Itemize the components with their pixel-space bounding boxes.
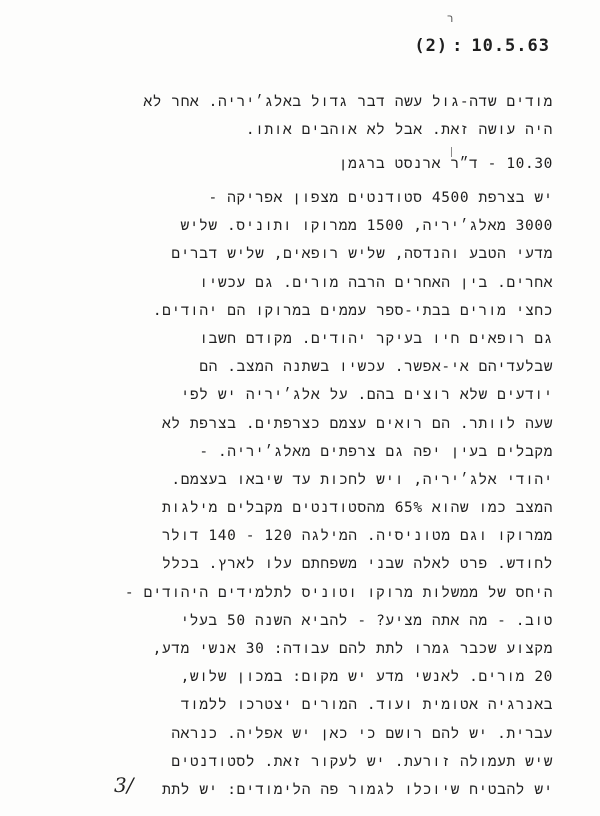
text-line: שעה לוותר. הם רואים עצמם כצרפתים. בצרפת לא xyxy=(162,415,553,432)
text-line: שיש תעמולה זורעת. יש לעקור זאת. לסטודנטים xyxy=(171,753,553,770)
text-line: עברית. יש להם רושם כי כאן יש אפליה. כנראה xyxy=(171,725,553,742)
text-line: באנרגיה אטומית ועוד. המורים יצטרכו ללמוד xyxy=(180,697,553,714)
header-separator: : xyxy=(452,36,464,56)
text-line: היחס של ממשלות מרוקו וטוניס לתלמידים היהודים - xyxy=(124,584,553,601)
section-heading: 10.30 - ד״ר ארנסט ברגמן xyxy=(338,156,553,172)
text-line: טוב. - מה אתה מציע? - להביא השנה 50 בעלי xyxy=(180,612,553,629)
paragraph-1 xyxy=(55,88,553,144)
text-line: כחצי מורים בבתי-ספר עממים במרוקו הם יהודים. xyxy=(152,302,553,319)
text-line: מקבלים בעין יפה גם צרפתים מאלג׳יריה. - xyxy=(199,443,553,460)
handwritten-page-mark: 3/ xyxy=(114,773,134,797)
text-line: המצב כמו שהוא 65% מהסטודנטים מקבלים מילגות xyxy=(162,500,553,517)
text-line: יש בצרפת 4500 סטודנטים מצפון אפריקה - xyxy=(208,190,553,206)
text-line: גם רופאים חיו בעיקר יהודים. מקודם חשבו xyxy=(199,330,553,347)
text-line: יהודי אלג׳יריה, ויש לחכות עד שיבאו בעצמם. xyxy=(171,471,553,488)
text-line: היה עושה זאת. אבל לא אוהבים אותו. xyxy=(245,122,553,139)
text-line: 20 מורים. לאנשי מדע יש מקום: במכון שלוש, xyxy=(180,669,553,686)
text-line: יש להבטיח שיוכלו לגמור פה הלימודים: יש לתת xyxy=(162,781,553,798)
text-line: לחודש. פרט לאלה שבני משפחתם עלו לארץ. בכלל xyxy=(162,556,553,573)
top-mark: ר xyxy=(447,12,454,25)
text-line: 3000 מאלג׳יריה, 1500 ממרוקו ותוניס. שליש xyxy=(180,218,553,235)
text-line: מקצוע שכבר גמרו לתת להם עבודה: 30 אנשי מדע, xyxy=(152,641,553,657)
paragraph-2 xyxy=(55,184,553,804)
text-line: אחרים. בין האחרים הרבה מורים. גם עכשיו xyxy=(199,274,553,291)
text-line: שבלעדיהם אי-אפשר. עכשיו בשתנה המצב. הם xyxy=(199,359,553,376)
document-date: 10.5.63 xyxy=(471,36,550,56)
text-line: מדעי הטבע והנדסה, שליש רופאים, שליש דברים xyxy=(171,246,553,263)
page-header xyxy=(414,36,550,56)
page-number: (2) xyxy=(414,36,449,56)
text-line: יודעים שלא רוצים בהם. על אלג׳יריה יש לפי xyxy=(180,387,553,404)
text-line: מודים שדה-גול עשה דבר גדול באלג׳יריה. אחר לא xyxy=(143,94,553,110)
text-line: ממרוקו וגם מטוניסיה. המילגה 120 - 140 דולר xyxy=(161,528,553,545)
